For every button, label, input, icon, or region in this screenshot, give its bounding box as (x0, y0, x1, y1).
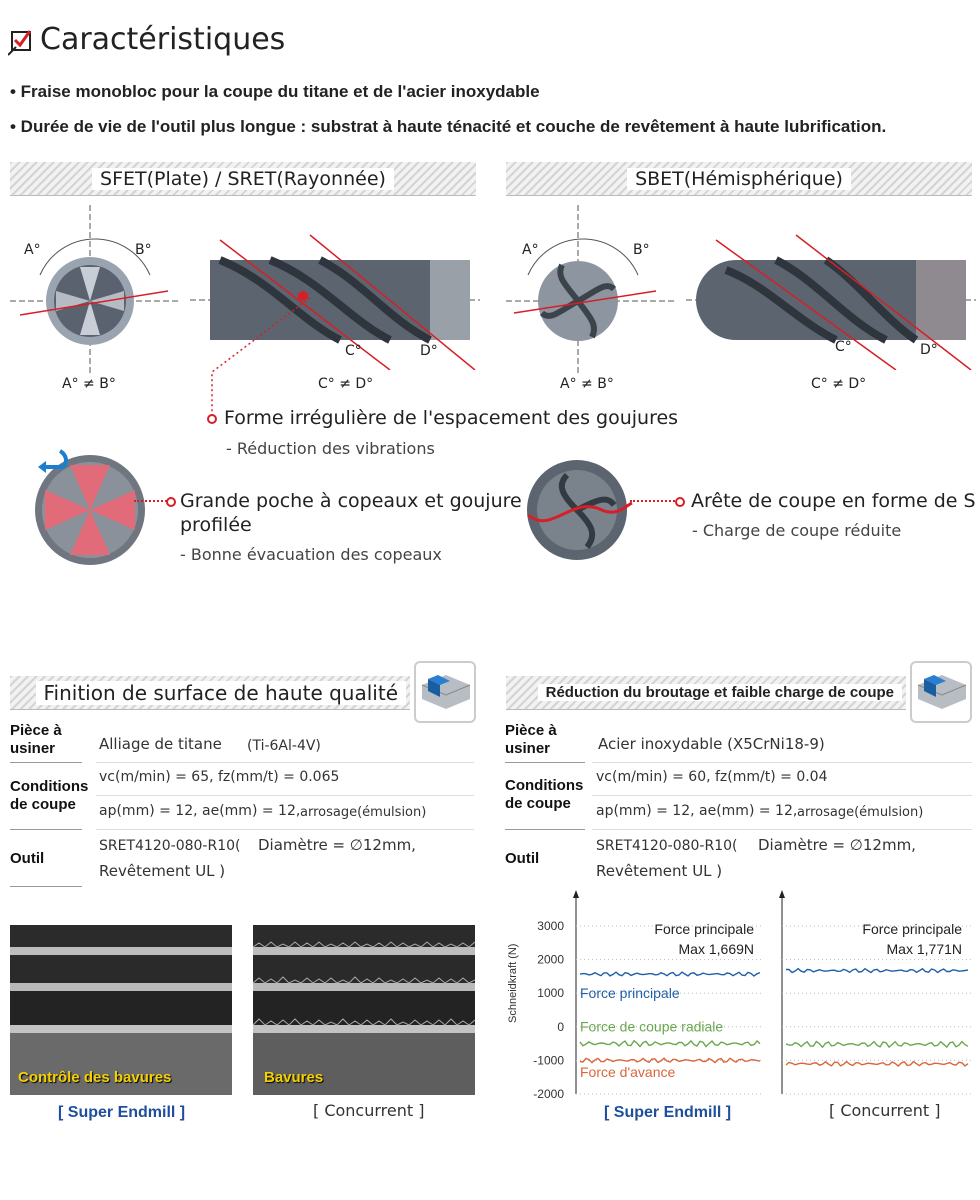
tool-value1a-left: SRET4120-080-R10( (99, 838, 241, 854)
y-tick-label: 0 (557, 1019, 564, 1034)
angle-b-label: B° (135, 242, 152, 258)
y-tick-label: 3000 (537, 919, 564, 933)
label-radial-force: Force de coupe radiale (580, 1018, 724, 1035)
callout-dot-3 (675, 497, 685, 507)
tool-head-left: Outil (10, 850, 45, 867)
feature-2-title-line1: Grande poche à copeaux et goujure (180, 490, 522, 512)
rule (592, 795, 972, 796)
caption-competitor-left: [ Concurrent ] (313, 1101, 425, 1120)
label-feed-force: Force d'avance (580, 1064, 676, 1081)
s-edge-image (522, 455, 642, 570)
callout-dot-2 (166, 497, 176, 507)
conditions-value1-right: vc(m/min) = 60, fz(mm/t) = 0.04 (596, 769, 828, 785)
rule (505, 762, 585, 763)
workpiece-value2-left: (Ti-6Al-4V) (247, 738, 321, 754)
series-line-radial (786, 1042, 968, 1048)
series-line-feed (580, 1058, 760, 1063)
series-line-main (786, 969, 968, 973)
feature-2-title-line2: profilée (180, 514, 252, 536)
bullet-2: • Durée de vie de l'outil plus longue : substrat à haute ténacité et couche de revêtement à haute lubrification. (10, 117, 887, 136)
angle-cd-label-right: C° ≠ D° (811, 376, 867, 392)
photo-label-burrs: Bavures (264, 1069, 324, 1086)
tool-value1b-left: Diamètre = ∅12mm, (258, 836, 416, 854)
axis-arrow-icon (573, 890, 579, 898)
caption-super-endmill-right: [ Super Endmill ] (604, 1104, 732, 1121)
angle-ab-label: A° ≠ B° (62, 376, 116, 392)
angle-cd-label: C° ≠ D° (318, 376, 374, 392)
section-banner-right (506, 162, 972, 196)
tool-value1b-right: Diamètre = ∅12mm, (758, 836, 916, 854)
angle-a-label: A° (24, 242, 41, 258)
section-banner-left (10, 162, 476, 196)
cutting-force-chart-svg (500, 888, 978, 1108)
page-title: Caractéristiques (40, 22, 286, 57)
rule (505, 829, 585, 830)
series-line-radial (580, 1041, 760, 1047)
feature-3-title: Arête de coupe en forme de S (691, 490, 976, 512)
callout-leader-3 (630, 500, 678, 506)
rule (10, 829, 82, 830)
angle-a-label-right: A° (522, 242, 539, 258)
end-view-diagram-left (10, 205, 180, 375)
conditions-value2a-right: ap(mm) = 12, ae(mm) = 12, (596, 803, 798, 819)
annotation-title: Force principale (654, 921, 754, 937)
section-title-right: SBET(Hémisphérique) (627, 168, 851, 190)
test-title-left: Finition de surface de haute qualité (36, 681, 407, 705)
tool-value1a-right: SRET4120-080-R10( (596, 838, 738, 854)
y-axis-label: Schneidkraft (N) (507, 943, 519, 1023)
angle-b-label-right: B° (633, 242, 650, 258)
conditions-head-right: Conditions de coupe (505, 777, 584, 812)
label-main-force: Force principale (580, 985, 680, 1002)
axis-arrow-icon (779, 890, 785, 898)
tool-head-right: Outil (505, 850, 540, 867)
y-tick-label: -1000 (533, 1053, 564, 1068)
angle-c-label-right: C° (835, 339, 852, 355)
conditions-value2a-left: ap(mm) = 12, ae(mm) = 12, (99, 803, 301, 819)
angle-d-label-right: D° (920, 342, 938, 358)
rule (10, 886, 82, 887)
y-tick-label: 2000 (537, 952, 564, 967)
tool-value2-left: Revêtement UL ) (99, 862, 226, 880)
rule (96, 762, 474, 763)
test-banner-left (10, 676, 410, 710)
workpiece-value-left: Alliage de titane (99, 735, 222, 753)
workpiece-icon (414, 661, 476, 723)
y-tick-label: 1000 (537, 986, 564, 1001)
workpiece-icon-right (910, 661, 972, 723)
conditions-value1-left: vc(m/min) = 65, fz(mm/t) = 0.065 (99, 769, 340, 785)
section-title-left: SFET(Plate) / SRET(Rayonnée) (92, 168, 394, 190)
chip-pocket-image (30, 445, 160, 570)
annotation-max: Max 1,669N (678, 941, 754, 957)
conditions-value2b-right: arrosage(émulsion) (797, 805, 924, 820)
rule (96, 795, 474, 796)
rule (592, 762, 972, 763)
rule (96, 829, 474, 830)
photo-label-burr-control: Contrôle des bavures (18, 1069, 172, 1086)
series-line-main (580, 972, 760, 976)
angle-c-label: C° (345, 343, 362, 359)
feature-3-subtitle: - Charge de coupe réduite (692, 521, 902, 540)
workpiece-head-left: Pièce à usiner (10, 722, 62, 757)
caption-competitor-right: [ Concurrent ] (829, 1101, 941, 1120)
cutting-force-chart (500, 888, 978, 1108)
feature-1-title: Forme irrégulière de l'espacement des goujures (224, 407, 679, 429)
checkbox-icon (8, 28, 34, 56)
tool-value2-right: Revêtement UL ) (596, 862, 723, 880)
rule (592, 829, 972, 830)
conditions-head-left: Conditions de coupe (10, 778, 89, 813)
rule (10, 762, 82, 763)
y-tick-label: -2000 (533, 1087, 564, 1101)
annotation-title: Force principale (862, 921, 962, 937)
workpiece-head-right: Pièce à usiner (505, 722, 557, 757)
workpiece-value-right: Acier inoxydable (X5CrNi18-9) (598, 735, 825, 753)
test-banner-right (506, 676, 906, 710)
angle-ab-label-right: A° ≠ B° (560, 376, 614, 392)
angle-d-label: D° (420, 343, 438, 359)
end-view-diagram-right (506, 205, 676, 375)
caption-super-endmill-left: [ Super Endmill ] (58, 1104, 186, 1121)
test-title-right: Réduction du broutage et faible charge de coupe (538, 684, 902, 701)
conditions-value2b-left: arrosage(émulsion) (300, 805, 427, 820)
callout-dot-1 (207, 414, 217, 424)
bullet-1: • Fraise monobloc pour la coupe du titane et de l'acier inoxydable (10, 82, 540, 101)
feature-1-subtitle: - Réduction des vibrations (226, 439, 435, 458)
feature-2-subtitle: - Bonne évacuation des copeaux (180, 545, 442, 564)
annotation-max: Max 1,771N (886, 941, 962, 957)
series-line-feed (786, 1062, 968, 1066)
